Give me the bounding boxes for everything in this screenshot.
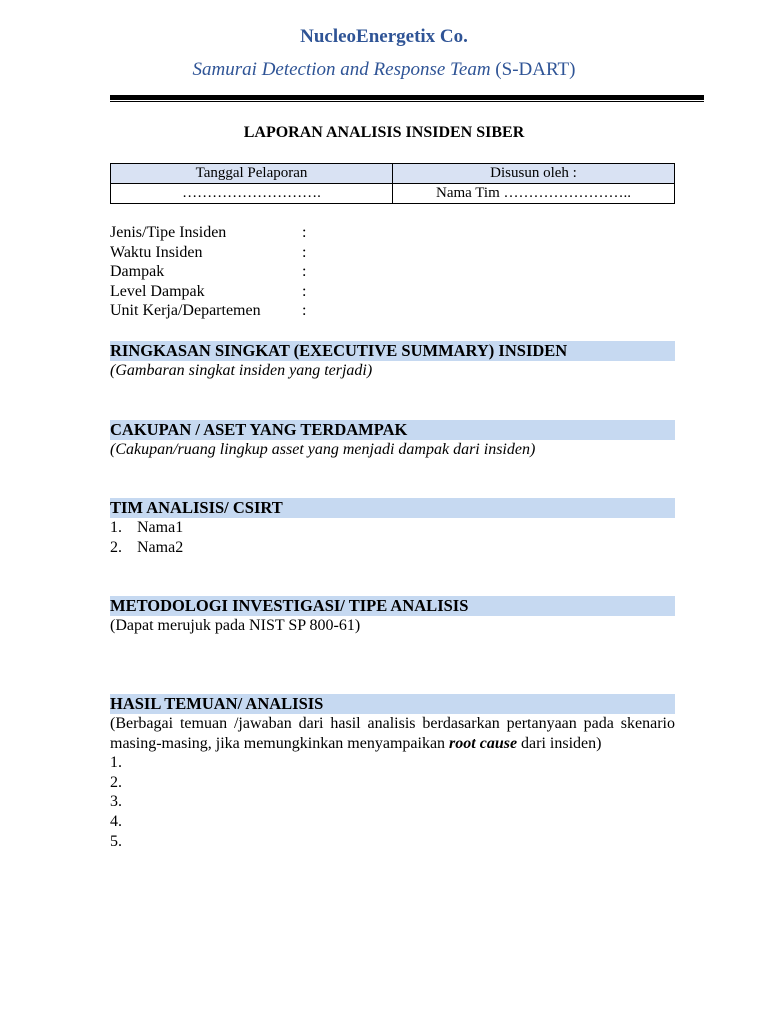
root-cause-emphasis: root cause [449, 734, 518, 752]
section-heading: METODOLOGI INVESTIGASI/ TIPE ANALISIS [110, 596, 675, 616]
team-name [0, 59, 768, 81]
incident-fields [110, 223, 675, 321]
meta-header-report-date: Tanggal Pelaporan [111, 164, 393, 184]
meta-value-report-date: ………………………. [111, 184, 393, 204]
field-row: Dampak : [110, 263, 307, 281]
meta-header-prepared-by: Disusun oleh : [393, 164, 675, 184]
report-title: LAPORAN ANALISIS INSIDEN SIBER [243, 124, 525, 141]
section-analysis-team [110, 498, 675, 557]
list-item: 2. Nama2 [110, 538, 184, 556]
meta-table-header-row [111, 164, 675, 184]
list-item: 1. [110, 754, 122, 772]
field-row: Level Dampak : [110, 282, 307, 300]
field-row: Jenis/Tipe Insiden : [110, 224, 307, 241]
field-row: Waktu Insiden : [110, 243, 307, 261]
section-note: (Gambaran singkat insiden yang terjadi) [110, 362, 373, 379]
section-methodology [110, 596, 675, 636]
section-executive-summary [110, 341, 675, 381]
field-label: Unit Kerja/Departemen [110, 302, 261, 320]
section-heading: TIM ANALISIS/ CSIRT [110, 498, 675, 518]
section-note: (Cakupan/ruang lingkup asset yang menjadi dampak dari insiden) [110, 441, 536, 458]
field-label: Jenis/Tipe Insiden [110, 224, 227, 241]
section-note: (Berbagai temuan /jawaban dari hasil analisis berdasarkan pertanyaan pada skenario masing-masing, jika memungkinkan menyampaikan root cause dari insiden) [110, 715, 675, 752]
section-note: (Dapat merujuk pada NIST SP 800-61) [110, 617, 361, 634]
section-heading: HASIL TEMUAN/ ANALISIS [110, 694, 675, 714]
team-name-italic: Samurai Detection and Response Team [192, 59, 491, 80]
report-meta-table [110, 163, 675, 204]
section-heading: RINGKASAN SINGKAT (EXECUTIVE SUMMARY) INSIDEN [110, 341, 675, 361]
section-affected-scope [110, 420, 675, 460]
header-rule-thick [110, 95, 704, 100]
list-item: 3. [110, 793, 122, 811]
meta-value-prepared-by: Nama Tim …………………….. [393, 184, 675, 204]
list-item: 4. [110, 812, 122, 830]
field-row: Unit Kerja/Departemen : [110, 302, 307, 320]
team-abbreviation: (S-DART) [490, 59, 576, 80]
section-heading: CAKUPAN / ASET YANG TERDAMPAK [110, 420, 675, 440]
company-name: NucleoEnergetix Co. [300, 26, 468, 47]
list-item: 1. Nama1 [110, 519, 184, 536]
meta-table-value-row [111, 184, 675, 204]
list-item: 5. [110, 832, 122, 850]
field-label: Level Dampak [110, 282, 205, 300]
section-findings [110, 694, 675, 851]
field-label: Waktu Insiden [110, 243, 203, 261]
field-label: Dampak [110, 263, 165, 281]
list-item: 2. [110, 773, 122, 791]
header-rule-thin [110, 101, 704, 102]
